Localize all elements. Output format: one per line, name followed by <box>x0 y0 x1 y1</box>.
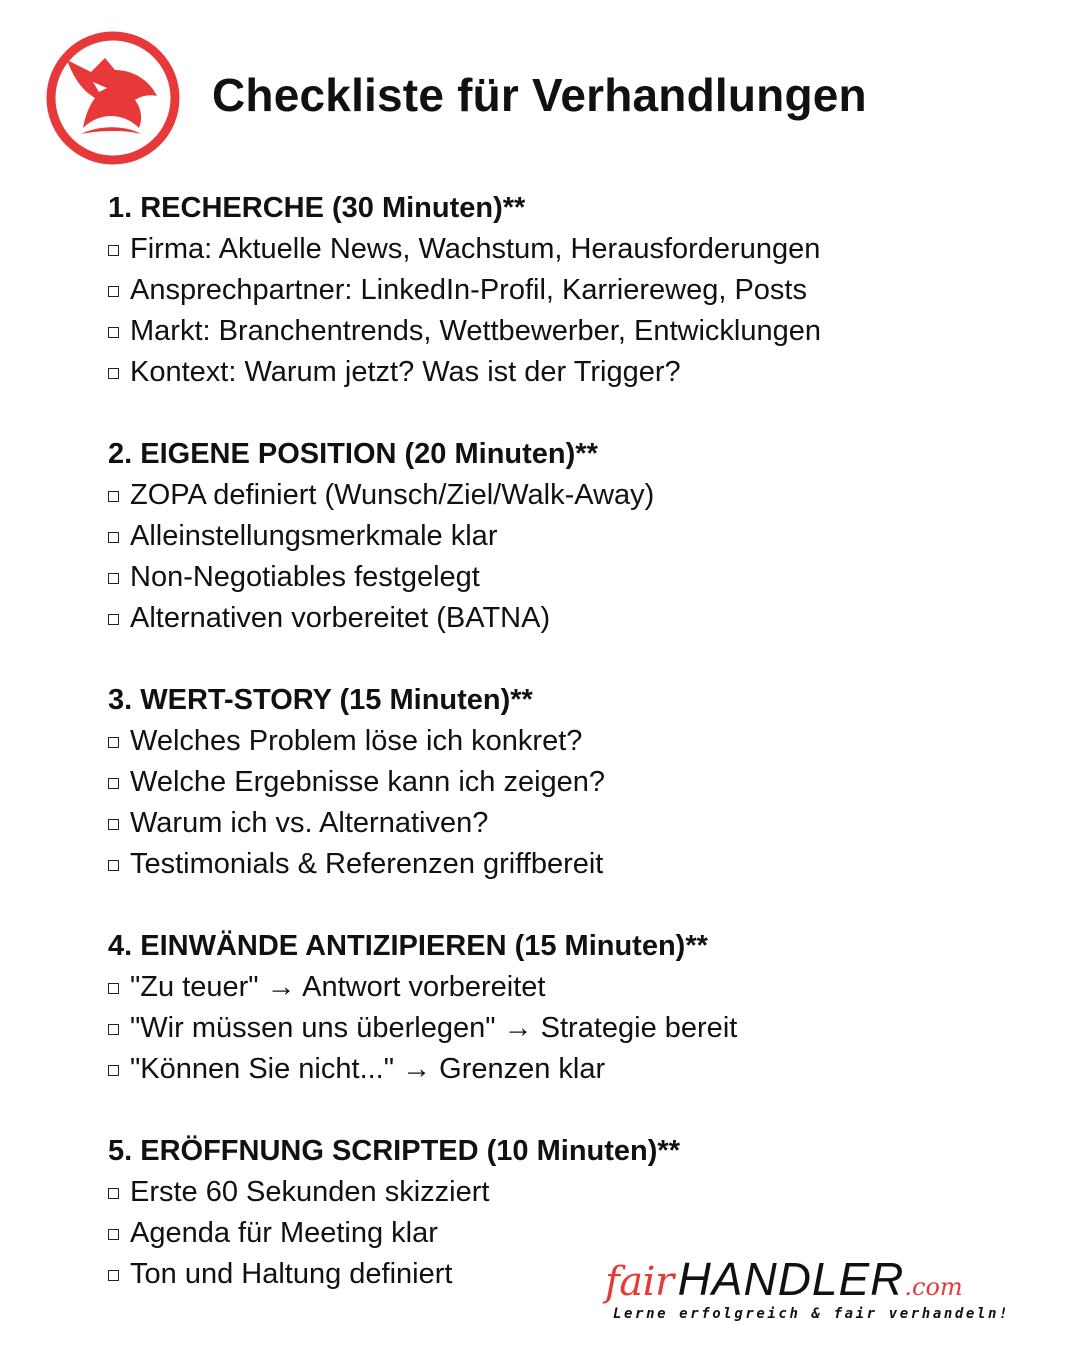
checkbox[interactable] <box>108 532 119 543</box>
checklist-item-label: Kontext: Warum jetzt? Was ist der Trigger? <box>130 356 681 388</box>
section-eigene-position <box>108 434 1048 639</box>
page-title: Checkliste für Verhandlungen <box>212 69 867 121</box>
checklist-item-label: Welche Ergebnisse kann ich zeigen? <box>130 766 606 798</box>
checkbox[interactable] <box>108 737 119 748</box>
checklist-item[interactable] <box>108 1213 1048 1254</box>
checkbox[interactable] <box>108 286 119 297</box>
checklist-item-label: Alleinstellungsmerkmale klar <box>130 520 498 552</box>
section-heading: 3. WERT-STORY (15 Minuten)** <box>108 684 533 716</box>
section-heading: 2. EIGENE POSITION (20 Minuten)** <box>108 438 598 470</box>
checkbox[interactable] <box>108 1065 119 1076</box>
checklist-item[interactable] <box>108 311 1048 352</box>
checklist-item-label: Agenda für Meeting klar <box>130 1217 438 1249</box>
brand-logo <box>605 1252 1025 1332</box>
checkbox[interactable] <box>108 983 119 994</box>
checklist-item[interactable] <box>108 721 1048 762</box>
checklist-item-label: Alternativen vorbereitet (BATNA) <box>130 602 551 634</box>
checklist-item[interactable] <box>108 475 1048 516</box>
checkbox[interactable] <box>108 1188 119 1199</box>
checkbox[interactable] <box>108 1229 119 1240</box>
checklist-item-label: "Zu teuer" → Antwort vorbereitet <box>130 971 546 1003</box>
checklist-item[interactable] <box>108 967 1048 1008</box>
brand-handler: HANDLER <box>677 1253 905 1305</box>
checklist-item-label: Warum ich vs. Alternativen? <box>130 807 489 839</box>
checklist-item-label: Ton und Haltung definiert <box>130 1258 453 1290</box>
brand-com: .com <box>904 1273 963 1301</box>
brand-fair: fair <box>605 1259 674 1305</box>
checklist-item-label: Erste 60 Sekunden skizziert <box>130 1176 490 1208</box>
checklist-item-label: "Wir müssen uns überlegen" → Strategie bereit <box>130 1012 738 1044</box>
checklist-item-label: "Können Sie nicht..." → Grenzen klar <box>130 1053 606 1085</box>
checklist-item[interactable] <box>108 1172 1048 1213</box>
checklist-item-label: Ansprechpartner: LinkedIn-Profil, Karriereweg, Posts <box>130 274 807 306</box>
checkbox[interactable] <box>108 1270 119 1281</box>
brand-wordmark <box>605 1252 963 1312</box>
checkbox[interactable] <box>108 491 119 502</box>
checkbox[interactable] <box>108 819 119 830</box>
checklist-item[interactable] <box>108 270 1048 311</box>
checklist-item-label: Welches Problem löse ich konkret? <box>130 725 583 757</box>
checkbox[interactable] <box>108 327 119 338</box>
section-einwaende <box>108 926 1048 1090</box>
section-recherche <box>108 188 1048 393</box>
checklist-item-label: Non-Negotiables festgelegt <box>130 561 480 593</box>
checkbox[interactable] <box>108 368 119 379</box>
checklist <box>108 188 1048 1336</box>
checkbox[interactable] <box>108 573 119 584</box>
checklist-item[interactable] <box>108 1049 1048 1090</box>
checklist-item[interactable] <box>108 1008 1048 1049</box>
checklist-item[interactable] <box>108 598 1048 639</box>
checklist-item[interactable] <box>108 762 1048 803</box>
checkbox[interactable] <box>108 1024 119 1035</box>
checkbox[interactable] <box>108 614 119 625</box>
section-heading: 4. EINWÄNDE ANTIZIPIEREN (15 Minuten)** <box>108 930 708 962</box>
checklist-item[interactable] <box>108 844 1048 885</box>
checklist-item-label: Firma: Aktuelle News, Wachstum, Herausforderungen <box>130 233 821 265</box>
checklist-item[interactable] <box>108 229 1048 270</box>
checklist-item[interactable] <box>108 352 1048 393</box>
checklist-item-label: ZOPA definiert (Wunsch/Ziel/Walk-Away) <box>130 479 655 511</box>
checkbox[interactable] <box>108 245 119 256</box>
fox-logo <box>45 30 181 166</box>
brand-tagline: Lerne erfolgreich & fair verhandeln! <box>613 1306 1011 1322</box>
section-heading: 5. ERÖFFNUNG SCRIPTED (10 Minuten)** <box>108 1135 680 1167</box>
checklist-item[interactable] <box>108 557 1048 598</box>
fox-head-icon <box>45 30 181 166</box>
section-wert-story <box>108 680 1048 885</box>
checklist-item-label: Testimonials & Referenzen griffbereit <box>130 848 604 880</box>
checklist-item[interactable] <box>108 803 1048 844</box>
checklist-item[interactable] <box>108 516 1048 557</box>
checklist-item-label: Markt: Branchentrends, Wettbewerber, Entwicklungen <box>130 315 821 347</box>
checkbox[interactable] <box>108 860 119 871</box>
section-heading: 1. RECHERCHE (30 Minuten)** <box>108 192 526 224</box>
checkbox[interactable] <box>108 778 119 789</box>
